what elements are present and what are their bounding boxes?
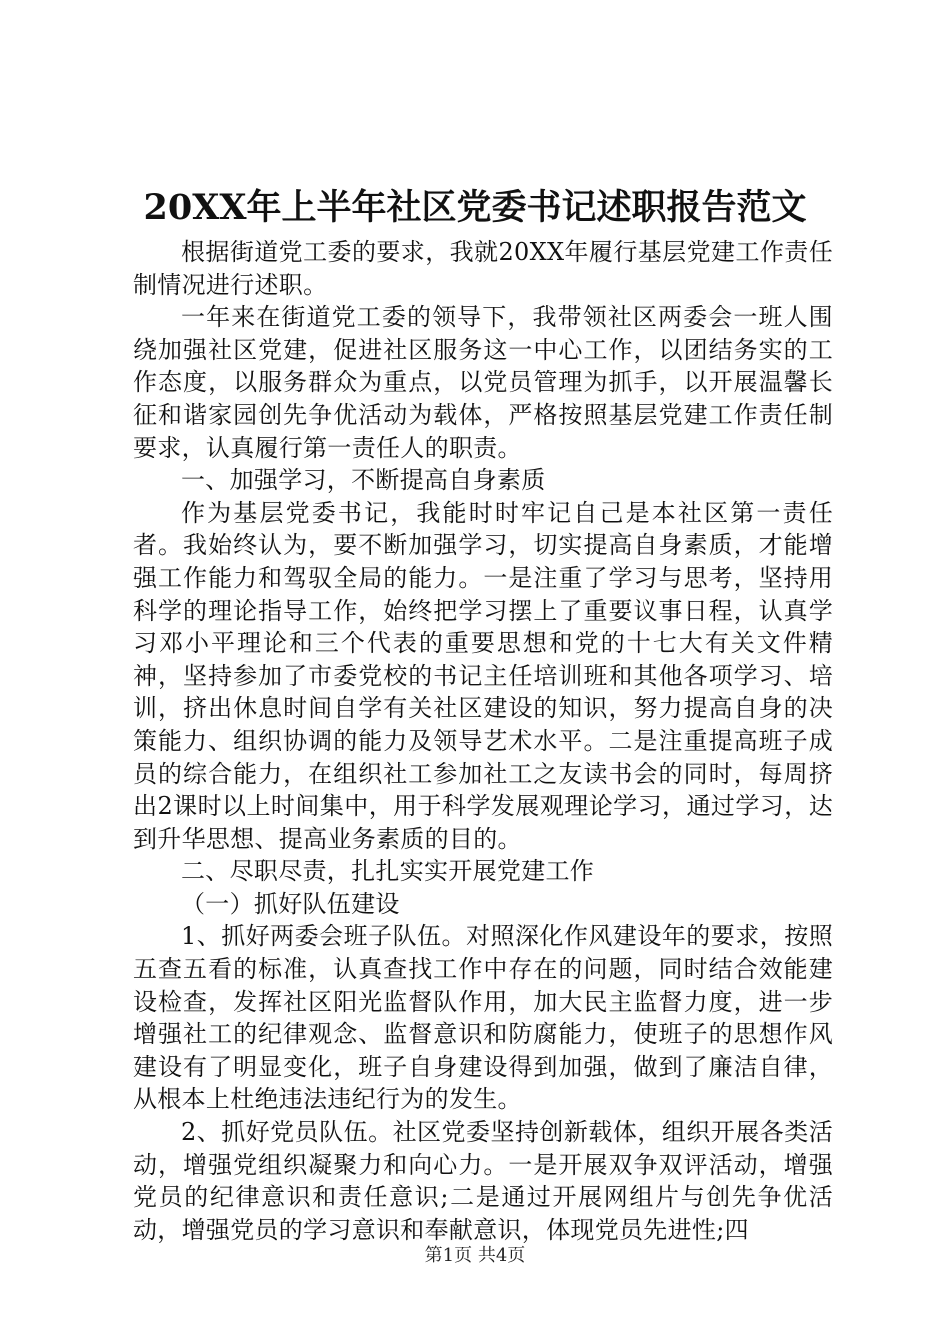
party-member-paragraph: 2、抓好党员队伍。社区党委坚持创新载体，组织开展各类活动，增强党组织凝聚力和向心力。一是开展双争双评活动，增强党员的纪律意识和责任意识;二是通过开展网组片与创先争优活动，增强党员的学习意识和奉献意识，体现党员先进性;四 (133, 1118, 833, 1244)
page-footer: 第1页 共4页 (424, 1245, 526, 1266)
section-heading-2: 二、尽职尽责，扎扎实实开展党建工作 (181, 857, 595, 886)
committee-team-paragraph: 1、抓好两委会班子队伍。对照深化作风建设年的要求，按照五查五看的标准，认真查找工作中存在的问题，同时结合效能建设检查，发挥社区阳光监督队作用，加大民主监督力度，进一步增强社工的纪律观念、监督意识和防腐能力，使班子的思想作风建设有了明显变化，班子自身建设得到加强，做到了廉洁自律，从根本上杜绝违法违纪行为的发生。 (133, 922, 833, 1114)
overview-paragraph: 一年来在街道党工委的领导下，我带领社区两委会一班人围绕加强社区党建，促进社区服务这一中心工作，以团结务实的工作态度，以服务群众为重点，以党员管理为抓手，以开展温馨长征和谐家园创先争优活动为载体，严格按照基层党建工作责任制要求，认真履行第一责任人的职责。 (133, 303, 833, 462)
study-paragraph: 作为基层党委书记，我能时时牢记自己是本社区第一责任者。我始终认为，要不断加强学习，切实提高自身素质，才能增强工作能力和驾驭全局的能力。一是注重了学习与思考，坚持用科学的理论指导工作，始终把学习摆上了重要议事日程，认真学习邓小平理论和三个代表的重要思想和党的十七大有关文件精神，坚持参加了市委党校的书记主任培训班和其他各项学习、培训，挤出休息时间自学有关社区建设的知识，努力提高自身的决策能力、组织协调的能力及领导艺术水平。二是注重提高班子成员的综合能力，在组织社工参加社工之友读书会的同时，每周挤出2课时以上时间集中，用于科学发展观理论学习，通过学习，达到升华思想、提高业务素质的目的。 (133, 498, 833, 853)
section-heading-1: 一、加强学习，不断提高自身素质 (181, 466, 546, 495)
document-title: 20XX年上半年社区党委书记述职报告范文 (143, 187, 807, 228)
intro-paragraph: 根据街道党工委的要求，我就20XX年履行基层党建工作责任制情况进行述职。 (133, 238, 833, 299)
document-body (133, 236, 833, 1246)
subsection-heading-1: （一）抓好队伍建设 (181, 889, 400, 918)
